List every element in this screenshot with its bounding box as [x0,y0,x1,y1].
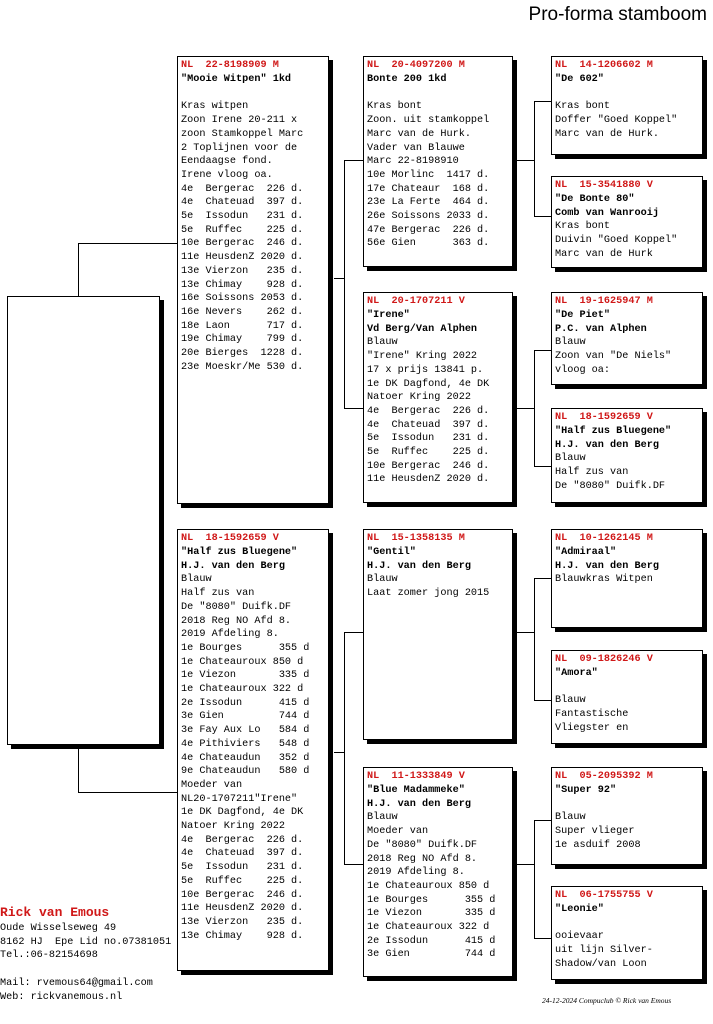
ring-number: NL 20-4097200 M [367,60,465,71]
pedigree-line: 2e Issodun 415 d [367,935,496,947]
pedigree-line: ooievaar [555,931,604,943]
pedigree-line: Vd Berg/Van Alphen [367,323,478,335]
ring-number: NL 05-2095392 M [555,771,653,782]
ring-number: NL 19-1625947 M [555,296,653,307]
pedigree-line: Half zus van [555,467,629,479]
pedigree-line: Blauw [555,453,586,465]
ring-number: NL 14-1206602 M [555,60,653,71]
pedigree-line: Zoon van "De Niels" [555,351,672,363]
pedigree-line: H.J. van den Berg [367,560,471,572]
great-grandparent-box-2 [551,176,703,268]
pedigree-line: 17 x prijs 13841 p. [367,364,484,376]
connector-line [334,278,345,279]
grandparent-box-1 [363,56,513,267]
pedigree-line: 9e Chateaudun 580 d [181,766,310,778]
great-grandparent-box-7 [551,767,703,865]
ggp2-lines [555,193,699,262]
pedigree-line: "Half zus Bluegene" [181,547,298,558]
ring-number: NL 18-1592659 V [555,412,653,423]
pedigree-line: 18e Laon 717 d. [181,320,304,332]
pedigree-line: Marc van de Hurk [555,248,653,260]
dam-box [177,529,329,971]
pedigree-line: 4e Pithiviers 548 d [181,738,310,750]
pedigree-line: "Irene" [367,310,410,321]
pedigree-line: 1e Bourges 355 d [181,642,310,654]
pedigree-line: "De 602" [555,74,604,85]
pedigree-line: "Half zus Bluegene" [555,426,672,437]
ggp6-lines [555,667,699,736]
connector-line [344,160,364,161]
page-title: Pro-forma stamboom [528,4,707,25]
pedigree-line: 23e La Ferte 464 d. [367,197,490,209]
connector-line [517,864,535,865]
connector-line [344,864,364,865]
pedigree-line: Kras bont [555,221,611,233]
subject-box [7,296,160,745]
pedigree-line: uit lijn Silver- [555,945,653,957]
pedigree-line: Zoon. uit stamkoppel [367,115,490,127]
pedigree-line: Natoer Kring 2022 [367,392,471,404]
connector-line [78,745,79,792]
gp4-lines [367,784,509,962]
pedigree-line: De "8080" Duifk.DF [181,601,292,613]
pedigree-line: 2e Issodun 415 d [181,697,310,709]
connector-line [344,632,345,864]
pedigree-line [555,798,699,812]
pedigree-line: 4e Bergerac 226 d. [181,834,304,846]
sire-box [177,56,329,504]
pedigree-line: "Mooie Witpen" 1kd [181,74,292,85]
pedigree-line: Blauwkras Witpen [555,574,653,586]
connector-line [534,216,552,217]
pedigree-line: De "8080" Duifk.DF [367,839,478,851]
pedigree-line: 3e Gien 744 d [367,949,496,961]
owner-city: 8162 HJ Epe Lid no.07381051 [0,936,172,948]
pedigree-line: Kras bont [367,101,423,113]
connector-line [534,101,552,102]
pedigree-line: Marc van de Hurk. [367,128,471,140]
pedigree-line: 1e asduif 2008 [555,839,641,851]
ggp4-lines [555,425,699,494]
connector-line [344,160,345,408]
ggp8-lines [555,903,699,972]
pedigree-line: Super vlieger [555,826,635,838]
connector-line [334,752,345,753]
pedigree-line [555,681,699,695]
owner-web[interactable]: Web: rickvanemous.nl [0,991,123,1003]
pedigree-line: 1e Chateauroux 322 d [181,684,304,696]
pedigree-line: H.J. van den Berg [555,560,659,572]
pedigree-line: 5e Issodun 231 d. [367,433,490,445]
owner-mail[interactable]: Mail: rvemous64@gmail.com [0,978,153,990]
pedigree-line: "Admiraal" [555,547,617,558]
pedigree-line: H.J. van den Berg [555,439,659,451]
pedigree-line: Fantastische [555,709,629,721]
pedigree-line: Doffer "Goed Koppel" [555,115,678,127]
ggp5-lines [555,546,699,587]
ring-number: NL 15-3541880 V [555,180,653,191]
pedigree-line: Blauw [555,812,586,824]
pedigree-line: 1e Chateauroux 850 d [181,656,304,668]
pedigree-line: Shadow/van Loon [555,958,647,970]
pedigree-line: 56e Gien 363 d. [367,238,490,250]
pedigree-line: Moeder van [181,779,243,791]
pedigree-line: Vliegster en [555,722,629,734]
pedigree-line: 5e Ruffec 225 d. [181,875,304,887]
pedigree-line: Natoer Kring 2022 [181,821,285,833]
connector-line [534,820,552,821]
great-grandparent-box-5 [551,529,703,628]
pedigree-line [555,87,699,101]
connector-line [78,792,178,793]
pedigree-line: 20e Bierges 1228 d. [181,348,304,360]
pedigree-line: Marc 22-8198910 [367,156,459,168]
pedigree-line: Laat zomer jong 2015 [367,588,490,600]
pedigree-line: De "8080" Duifk.DF [555,480,666,492]
pedigree-line: "Irene" Kring 2022 [367,351,478,363]
pedigree-line: Moeder van [367,826,429,838]
pedigree-line: 5e Issodun 231 d. [181,862,304,874]
pedigree-line: 2019 Afdeling 8. [367,867,465,879]
connector-line [344,632,364,633]
pedigree-line: Vader van Blauwe [367,142,465,154]
pedigree-line: 4e Chateuad 397 d. [181,197,304,209]
owner-phone: Tel.:06-82154698 [0,950,98,962]
pedigree-line: 13e Vierzon 235 d. [181,916,304,928]
connector-line [344,408,364,409]
great-grandparent-box-1 [551,56,703,155]
pedigree-line: 47e Bergerac 226 d. [367,224,490,236]
pedigree-line: 16e Nevers 262 d. [181,306,304,318]
dam-lines [181,546,325,943]
gp3-lines [367,546,509,601]
ring-number: NL 11-1333849 V [367,771,465,782]
pedigree-line: 2019 Afdeling 8. [181,629,279,641]
connector-line [534,350,552,351]
pedigree-line: 13e Vierzon 235 d. [181,265,304,277]
ggp7-lines [555,784,699,853]
pedigree-line: 2 Toplijnen voor de [181,142,298,154]
ring-number: NL 10-1262145 M [555,533,653,544]
pedigree-line: 10e Bergerac 246 d. [181,238,304,250]
pedigree-line: H.J. van den Berg [181,560,285,572]
pedigree-line: "Leonie" [555,904,604,915]
pedigree-line: "Gentil" [367,547,416,558]
pedigree-line: 1e DK Dagfond, 4e DK [181,807,304,819]
pedigree-line: 11e HeusdenZ 2020 d. [181,903,304,915]
connector-line [534,700,552,701]
pedigree-line: NL20-1707211"Irene" [181,793,298,805]
pedigree-line: 1e Bourges 355 d [367,894,496,906]
pedigree-line: 5e Ruffec 225 d. [181,224,304,236]
pedigree-line: Comb van Wanrooij [555,207,659,219]
great-grandparent-box-4 [551,408,703,503]
gp1-lines [367,73,509,251]
great-grandparent-box-8 [551,886,703,980]
pedigree-line: 10e Bergerac 246 d. [181,889,304,901]
pedigree-line: 13e Chimay 928 d. [181,279,304,291]
pedigree-line [367,87,509,101]
pedigree-line: 3e Fay Aux Lo 584 d [181,725,310,737]
grandparent-box-3 [363,529,513,740]
pedigree-line: 4e Bergerac 226 d. [367,405,490,417]
pedigree-line: 5e Issodun 231 d. [181,211,304,223]
pedigree-line: Kras witpen [181,101,249,113]
pedigree-line: Duivin "Goed Koppel" [555,235,678,247]
pedigree-line: 10e Bergerac 246 d. [367,460,490,472]
pedigree-line: 1e DK Dagfond, 4e DK [367,378,490,390]
connector-line [517,408,535,409]
sire-lines [181,73,325,374]
pedigree-line: Half zus van [181,588,255,600]
grandparent-box-2 [363,292,513,503]
connector-line [78,243,79,297]
connector-line [534,466,552,467]
connector-line [534,101,535,216]
great-grandparent-box-3 [551,292,703,385]
pedigree-line: "Super 92" [555,785,617,796]
pedigree-line: Blauw [555,337,586,349]
pedigree-line: "Blue Madammeke" [367,785,465,796]
pedigree-line: Zoon Irene 20-211 x [181,115,298,127]
gp2-lines [367,309,509,487]
pedigree-line: 17e Chateaur 168 d. [367,183,490,195]
pedigree-line: 16e Soissons 2053 d. [181,293,304,305]
ring-number: NL 18-1592659 V [181,533,279,544]
pedigree-line: Blauw [555,695,586,707]
pedigree-line: 13e Chimay 928 d. [181,930,304,942]
pedigree-line: 1e Chateauroux 322 d [367,922,490,934]
pedigree-line [555,917,699,931]
pedigree-line: zoon Stamkoppel Marc [181,128,304,140]
pedigree-line: Marc van de Hurk. [555,128,659,140]
ring-number: NL 09-1826246 V [555,654,653,665]
pedigree-line: 4e Chateuad 397 d. [181,848,304,860]
pedigree-line: 1e Viezon 335 d [181,670,310,682]
owner-address: Oude Wisselseweg 49 [0,923,117,934]
owner-name: Rick van Emous [0,905,110,920]
pedigree-line: Blauw [367,812,398,824]
pedigree-line: 11e HeusdenZ 2020 d. [367,474,490,486]
ring-number: NL 06-1755755 V [555,890,653,901]
pedigree-line: 19e Chimay 799 d. [181,334,304,346]
pedigree-line: 4e Bergerac 226 d. [181,183,304,195]
pedigree-line: vloog oa: [555,364,611,376]
owner-info [0,904,171,1005]
connector-line [78,243,178,244]
connector-line [534,578,535,700]
ggp3-lines [555,309,699,378]
pedigree-line: 11e HeusdenZ 2020 d. [181,252,304,264]
pedigree-line: 4e Chateaudun 352 d [181,752,310,764]
ggp1-lines [555,73,699,142]
grandparent-box-4 [363,767,513,977]
pedigree-line: Bonte 200 1kd [367,74,447,85]
pedigree-line: 1e Chateauroux 850 d [367,880,490,892]
pedigree-line: 26e Soissons 2033 d. [367,211,490,223]
ring-number: NL 22-8198909 M [181,60,279,71]
pedigree-line: Blauw [367,574,398,586]
pedigree-line: 23e Moeskr/Me 530 d. [181,361,304,373]
pedigree-line: Irene vloog oa. [181,169,273,181]
connector-line [517,632,535,633]
pedigree-line: Blauw [367,337,398,349]
pedigree-line: 1e Viezon 335 d [367,908,496,920]
pedigree-line: Eendaagse fond. [181,156,273,168]
pedigree-line: 4e Chateuad 397 d. [367,419,490,431]
pedigree-line: "De Bonte 80" [555,194,635,205]
pedigree-line: H.J. van den Berg [367,798,471,810]
pedigree-line: Kras bont [555,101,611,113]
great-grandparent-box-6 [551,650,703,744]
connector-line [534,820,535,938]
connector-line [517,160,535,161]
pedigree-line: Blauw [181,574,212,586]
pedigree-line: 2018 Reg NO Afd 8. [181,615,292,627]
pedigree-line: 3e Gien 744 d [181,711,310,723]
ring-number: NL 15-1358135 M [367,533,465,544]
pedigree-line: P.C. van Alphen [555,323,647,335]
ring-number: NL 20-1707211 V [367,296,465,307]
pedigree-line: 10e Morlinc 1417 d. [367,169,490,181]
pedigree-line [181,87,325,101]
pedigree-line: "De Piet" [555,310,611,321]
pedigree-line: 5e Ruffec 225 d. [367,447,490,459]
connector-line [534,938,552,939]
connector-line [534,578,552,579]
pedigree-line: 2018 Reg NO Afd 8. [367,853,478,865]
footer-credit: 24-12-2024 Compuclub © Rick van Emous [542,996,672,1005]
pedigree-line: "Amora" [555,668,598,679]
